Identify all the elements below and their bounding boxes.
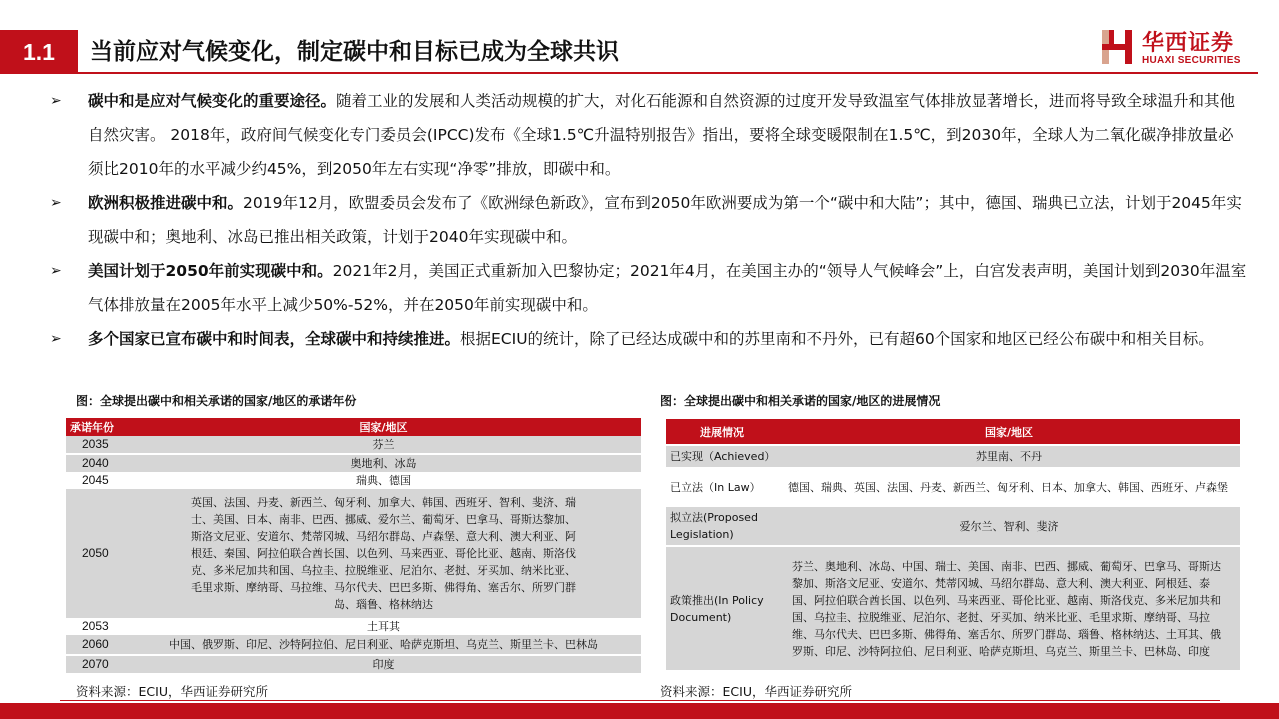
bullet-item: [48, 322, 1248, 356]
logo-chinese-name: 华西证券: [1142, 31, 1235, 56]
table-header-row: [66, 418, 641, 436]
status-cell: 已实现（Achieved）: [666, 445, 778, 468]
region-cell: 英国、法国、丹麦、新西兰、匈牙利、加拿大、韩国、西班牙、智利、斐济、瑞士、美国、日本、南非、巴西、挪威、爱尔兰、葡萄牙、巴拿马、哥斯达黎加、斯洛文尼亚、安道尔、梵蒂冈城、马绍尔群岛、卢森堡、意大利、澳大利亚、阿根廷、秦国、阿拉伯联合酋长国、以色列、马来西亚、哥伦比亚、越南、斯洛伐克、多米尼加共和国、乌拉圭、拉脱维亚、尼泊尔、老挝、牙买加、纳米比亚、毛里求斯、摩纳哥、马拉维、马尔代夫、巴巴多斯、佛得角、塞舌尔、所罗门群岛、瑙鲁、格林纳达: [126, 489, 641, 618]
header-divider: [78, 72, 1258, 74]
footer-divider: [60, 700, 1220, 701]
table-row: [666, 506, 1240, 546]
region-cell: 中国、俄罗斯、印尼、沙特阿拉伯、尼日利亚、哈萨克斯坦、乌克兰、斯里兰卡、巴林岛: [126, 635, 641, 655]
pledge-year-table: [66, 418, 641, 673]
table-row: [66, 454, 641, 472]
bullet-lead: 美国计划于2050年前实现碳中和。: [88, 262, 333, 280]
table-row: [66, 655, 641, 673]
bullet-lead: 碳中和是应对气候变化的重要途径。: [88, 92, 337, 110]
bullet-item: [48, 84, 1248, 186]
table-row: [66, 489, 641, 618]
progress-status-table: [666, 419, 1240, 670]
bullet-list: [48, 84, 1248, 356]
column-header-region: 国家/地区: [126, 418, 641, 436]
region-cell: 苏里南、不丹: [778, 445, 1240, 468]
year-cell: 2045: [66, 472, 126, 489]
table1-source: 资料来源：ECIU，华西证券研究所: [76, 684, 268, 699]
bullet-lead: 多个国家已宣布碳中和时间表，全球碳中和持续推进。: [88, 330, 461, 348]
year-cell: 2070: [66, 655, 126, 673]
bullet-text: 根据ECIU的统计，除了已经达成碳中和的苏里南和不丹外，已有超60个国家和地区已经公布碳中和相关目标。: [460, 330, 1214, 348]
status-cell: 政策推出(In Policy Document): [666, 546, 778, 670]
region-cell: 芬兰、奥地利、冰岛、中国、瑞士、美国、南非、巴西、挪威、葡萄牙、巴拿马、哥斯达黎加、斯洛文尼亚、安道尔、梵蒂冈城、马绍尔群岛、意大利、澳大利亚、阿根廷、泰国、阿拉伯联合酋长国、以色列、马来西亚、哥伦比亚、越南、斯洛伐克、多米尼加共和国、乌拉圭、拉脱维亚、尼泊尔、老挝、牙买加、纳米比亚、毛里求斯、摩纳哥、马拉维、马尔代夫、巴巴多斯、佛得角、塞舌尔、所罗门群岛、瑙鲁、格林纳达、土耳其、俄罗斯、印尼、沙特阿拉伯、尼日利亚、哈萨克斯坦、乌克兰、斯里兰卡、巴林岛、印度: [778, 546, 1240, 670]
bullet-text: 2019年12月，欧盟委员会发布了《欧洲绿色新政》，宣布到2050年欧洲要成为第一个“碳中和大陆”；其中，德国、瑞典已立法，计划于2045年实现碳中和；奥地利、冰岛已推出相关政策，计划于2040年实现碳中和。: [88, 194, 1242, 246]
region-cell: 奥地利、冰岛: [126, 454, 641, 472]
arrow-bullet-icon: ➢: [50, 195, 62, 211]
table-row: [66, 618, 641, 635]
status-cell: 拟立法(Proposed Legislation): [666, 506, 778, 546]
table2-caption: 图：全球提出碳中和相关承诺的国家/地区的进展情况: [660, 394, 941, 408]
arrow-bullet-icon: ➢: [50, 331, 62, 347]
bullet-item: [48, 186, 1248, 254]
bullet-text: 2021年2月，美国正式重新加入巴黎协定；2021年4月，在美国主办的“领导人气候峰会”上，白宫发表声明，美国计划到2030年温室气体排放量在2005年水平上减少50%-52%，并在2050年前实现碳中和。: [88, 262, 1247, 314]
year-cell: 2050: [66, 489, 126, 618]
table2-source: 资料来源：ECIU，华西证券研究所: [660, 684, 852, 699]
company-logo: [1100, 24, 1270, 70]
region-cell: 德国、瑞典、英国、法国、丹麦、新西兰、匈牙利、日本、加拿大、韩国、西班牙、卢森堡: [778, 468, 1240, 506]
bullet-item: [48, 254, 1248, 322]
region-cell: 爱尔兰、智利、斐济: [778, 506, 1240, 546]
arrow-bullet-icon: ➢: [50, 93, 62, 109]
year-cell: 2060: [66, 635, 126, 655]
year-cell: 2053: [66, 618, 126, 635]
page-title: 当前应对气候变化，制定碳中和目标已成为全球共识: [90, 39, 619, 65]
year-cell: 2040: [66, 454, 126, 472]
huaxi-logo-icon: [1100, 26, 1136, 68]
column-header-region: 国家/地区: [778, 419, 1240, 445]
column-header-status: 进展情况: [666, 419, 778, 445]
slide-header: [0, 30, 1279, 74]
year-cell: 2035: [66, 436, 126, 454]
table-row: [666, 468, 1240, 506]
page-number: 3: [1258, 694, 1264, 705]
region-cell: 瑞典、德国: [126, 472, 641, 489]
region-cell: 印度: [126, 655, 641, 673]
table-row: [66, 635, 641, 655]
logo-english-name: HUAXI SECURITIES: [1142, 55, 1241, 66]
column-header-year: 承诺年份: [66, 418, 126, 436]
bullet-text: 随着工业的发展和人类活动规模的扩大，对化石能源和自然资源的过度开发导致温室气体排放显著增长，进而将导致全球温升和其他自然灾害。 2018年，政府间气候变化专门委员会(IPCC)发布《全球1.5℃升温特别报告》指出，要将全球变暖限制在1.5℃，到2030年，全球人为二氧化碳净排放量必须比2010年的水平减少约45%，到2050年左右实现“净零”排放，即碳中和。: [88, 92, 1236, 178]
table-header-row: [666, 419, 1240, 445]
table-row: [666, 546, 1240, 670]
region-cell: 芬兰: [126, 436, 641, 454]
status-cell: 已立法（In Law）: [666, 468, 778, 506]
region-cell: 土耳其: [126, 618, 641, 635]
footer-bar: [0, 703, 1279, 719]
table-row: [66, 472, 641, 489]
bullet-lead: 欧洲积极推进碳中和。: [88, 194, 244, 212]
table1-caption: 图：全球提出碳中和相关承诺的国家/地区的承诺年份: [76, 394, 357, 408]
table-row: [666, 445, 1240, 468]
section-number: 1.1: [0, 30, 78, 74]
arrow-bullet-icon: ➢: [50, 263, 62, 279]
table-row: [66, 436, 641, 454]
